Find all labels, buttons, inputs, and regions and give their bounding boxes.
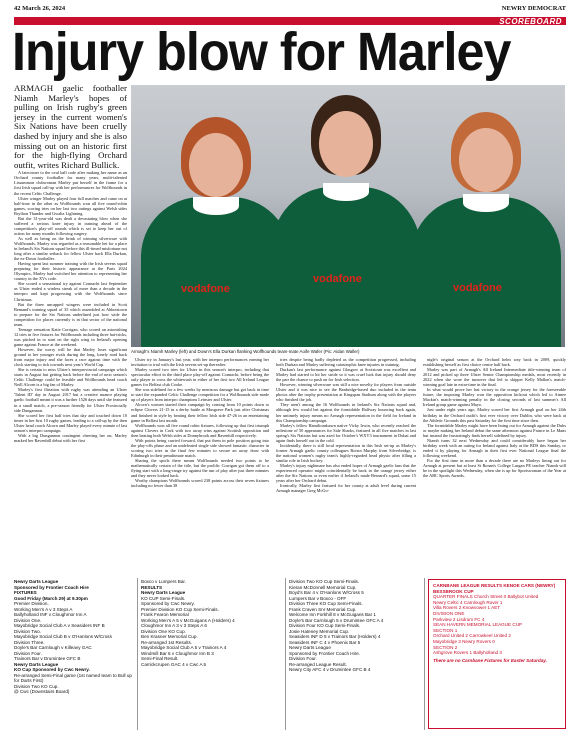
- fixture-line: Carrickcrupen GAC 4 v Cwc A 5: [141, 661, 207, 667]
- article-column-4: [423, 357, 566, 525]
- carnbane-line: Orchard United 2 Carrowkeel United 2: [433, 633, 511, 639]
- fixture-line: Boyd's Bar 4 v O'Hanlons W/Cross 5: [289, 590, 364, 595]
- article-paragraph: A latecomer to the oval ball code after making her name as an Orchard county footballer for many years, multi-talented Lissummon clubwoman Marley put herself in the frame for a first Irish squad call-up with her performances for Wolfhounds in the recent Celtic Challenge.: [14, 170, 127, 196]
- fixture-line: Division One KO Cup.: [141, 628, 186, 634]
- fixture-line: Newry Darts League: [14, 661, 59, 667]
- article-paragraph: In what would prove her last victory in the orange jersey for the foreseeable future, the imposing Marley won the opposition kickout which led to Aimee Mackin's match-winning penalty in the closing seconds of last summer's All Ireland group game against Mayo.: [423, 387, 566, 408]
- carnbane-line: Ashgrove Rovers 1 Ballyholland 3: [433, 650, 502, 656]
- player-middle: [271, 87, 421, 347]
- article-paragraph: Niamh turns 32 next Wednesday and could considerably have begun her birthday week with an outing for Ireland against Italy at the RDS this Sunday, or ended it by playing for Armagh in their first ever National League final the following weekend.: [423, 437, 566, 458]
- article-column-2: [131, 357, 269, 525]
- fixture-line: Doyle's Bar Carnlough 5 v Drumintee GFC A 4: [289, 617, 384, 623]
- carnbane-line: Newry Celtic 4 Carnlough Rover 1: [433, 599, 503, 605]
- article-paragraph: However, winning silverware was still a nice novelty for players from outside Ulster and it was nice to see the Banbridge-based duo included in the team photos after the trophy presentation at Kingspan Stadium along with the players who finished the job.: [276, 382, 416, 403]
- fixture-line: Division Four.: [14, 650, 42, 656]
- article-paragraph: Teenage sensation Katie Corrigan, who scored an astonishing 12 tries in five fixtures for Wolfhounds including three hat-tricks, was pitched in to start on the right wing in Ireland's opening game against France at the weekend.: [14, 326, 127, 347]
- article-paragraph: Incidentally, there is still local representation in this Irish set-up as Marley's former Armagh gaelic county colleagues Roisin Murphy from Silverbridge, is the national women's rugby team's highly-regarded head physio after filling a similar role in Irish hockey.: [276, 442, 416, 463]
- fixture-line: Newry City AFC 4 v Drumintee GFC B 4: [289, 667, 371, 672]
- jersey-logo: vodafone: [181, 283, 230, 295]
- article-paragraph: tries despite being badly depleted as the competition progressed, including both Durkan and Marley suffering catastrophic knee injuries in training.: [276, 357, 416, 368]
- fixture-line: Newry Darts League: [141, 590, 186, 595]
- carnbane-note: There are no Carnbane Fixtures for Easter Saturday.: [433, 657, 547, 663]
- fixture-line: Newry Darts League: [14, 579, 59, 584]
- fixture-line: Seasiders INF C 4 v Phoenix Bar 5: [289, 639, 361, 645]
- fixture-line: Sponsored by Cwc Newry.: [141, 601, 195, 606]
- carnbane-title: CARNBANE LEAGUE RESULTS KENOE CARS (NEWRY) BESSBROOK CUP: [433, 583, 556, 594]
- player-right: [411, 102, 561, 347]
- fixture-line: KO CUP Semi-Finals.: [141, 595, 186, 601]
- fixture-line: Lumpers Bar v Boxco - OFF: [289, 595, 347, 601]
- fixture-line: Sponsored by Frontier Coach Hire.: [289, 650, 360, 656]
- article-paragraph: Marley scored two tries for Ulster in this season's interpro, including that spectacular effort in the third place play-off against Connacht, before being the only player to cross the whitewash in either of her first two All Ireland League games for Belfast club Cooke.: [131, 367, 269, 388]
- article-paragraph: Having spent last summer training with the Irish sevens squad preparing for their historic appearance at the Paris 2024 Olympics, Marley had switched her attention to representing her country in the XVs code.: [14, 261, 127, 282]
- article-paragraph: Marley was part of Armagh's All Ireland Intermediate title-winning team of 2012 and picked up three Ulster Senior Championship medals, most recently in 2022 when she wore the turnover that led to skipper Kelly Mallon's match-winning goal late in extra-time in the final.: [423, 367, 566, 388]
- fixture-line: FIXTURES: [14, 590, 37, 595]
- fixture-line: Division One.: [14, 617, 42, 623]
- darts-fixtures: [14, 579, 136, 729]
- fixture-line: Trainors Bar v Drumintee GFC B: [14, 656, 81, 661]
- article-paragraph: Sharing the spoils there meant Wolfhounds needed two points to be mathematically certain of the title, but the prolific Corrigan got them off to a flying start with a long-range try against the run of play after just three minutes and they never looked back.: [131, 457, 269, 479]
- jersey-logo: vodafone: [313, 273, 362, 285]
- article-paragraph: However, the worry will be that Marley loses significant ground to her younger rivals during the long, lonely road back from major injury and she faces a race against time with the clock starting to tick towards next year's World Cup.: [14, 346, 127, 368]
- article-paragraph: Ulster winger Marley played four full matches and came on at half-time in the other as Wolfhounds won all five round-robin games, scoring tries on her last two outings against Welsh sides Brython Thunder and Gwalia Lightning.: [14, 195, 127, 216]
- fixture-line: Re-arranged Semi-Final game (1st named team to Bull up for Darts First): [14, 672, 132, 683]
- headline: Injury blow for Marley: [12, 22, 511, 82]
- fixture-line: Re-arranged 1st Results.: [141, 639, 193, 645]
- article-photo: [131, 85, 565, 347]
- fixture-line: Welcome Inn Forkhill 8 v McGuigans Bar 1: [289, 612, 376, 617]
- fixture-line: Ballyholland INF v Cloughmor Inn A: [14, 612, 87, 617]
- article-paragraph: With points being carried forward, that put them in pole position going into the play-offs phase and an undefeated single side showed fantastic character in scoring two tries in the final few minutes to secure an away draw with Edinburgh in their penultimate match.: [131, 437, 269, 458]
- fixture-line: Boxco v Lumpers Bar.: [141, 579, 186, 584]
- fixture-line: Premier Division.: [14, 601, 49, 606]
- page-header: [14, 5, 566, 15]
- fixture-line: RESULTS: [141, 584, 163, 590]
- fixture-line: Working Men's A 5 v McGuigans A (Holders) 4: [141, 617, 235, 623]
- fixture-line: Cloughmor Inn A 3 v 3 Steps A 6: [141, 623, 207, 628]
- carnbane-qf: QUARTER FINALS Church Street 0 Ballybot United: [433, 594, 539, 600]
- fixture-line: Mayobridge Social Club A v Seasiders INF B: [14, 623, 105, 628]
- article-paragraph: Marley's first flirtation with rugby was attending an Ulster 'Talent ID' day in August 2017 but a creative nuance playing gaelic football meant it was a further 1526 days until she featured in a small match, a pre-season friendly for Ulster Provincially side Dungannon.: [14, 387, 127, 413]
- article-paragraph: But the three uncapped wingers were included in Scott Bemand's training squad of 35 which assembled at Abbotstown to prepare for the Six Nations underlined just how wide the competition for places currently is in that sector of the national team.: [14, 301, 127, 327]
- article-paragraph: With a big Dungannon contingent cheering her on, Marley marked her Ravenhill debut with her first: [14, 432, 127, 443]
- section-label: SCOREBOARD: [499, 16, 562, 26]
- article-paragraph: The formidable Marley might have been lining out for Armagh against the Dubs or maybe making her Ireland debut the same afternoon against France in Le Mans but instead the frustratingly finds herself sidelined by injury.: [423, 422, 566, 438]
- fixture-line: Mayobridge Social Club A 5 v Trainors A 4: [141, 645, 227, 650]
- fixture-line: KO Cup Sponsored by Cwc Newry.: [14, 667, 90, 672]
- fixture-line: Division Two KO Cup.: [14, 683, 59, 689]
- carnbane-line: SECTION 2: [433, 644, 458, 650]
- photo-caption: Armagh's Niamh Marley (left) and Down's Ella Durkan flanking Wolfhounds team-mate Aoife Wafer (Pic: Aidan Waller): [131, 349, 360, 354]
- article-paragraph: Alcorn's women started their campaign by coming from 10 points down to eclipse Clovers 21-15 in a derby battle at Musgrave Park just after Christmas and finished in style by beating their fellow Irish side 47-26 in an entertaining game in Belfast last month.: [131, 402, 269, 423]
- article-paragraph: Marley's fellow Hamiltonsbawn native Vicky Irwin, who recently reached the milestone of 50 appearances for Sale Sharks, featured in all five matches in last spring's Six Nations but was axed for October's WXV3 tournament in Dubai and again finds herself out in the cold.: [276, 422, 416, 443]
- paper-name: NEWRY DEMOCRAT: [501, 5, 566, 12]
- fixture-line: Division Two KO Cup Semi-Finals.: [289, 579, 360, 584]
- fixture-line: Doyle's Bar Carnlough v Killeavy GAC: [14, 645, 92, 650]
- fixture-line: Division Two.: [14, 628, 41, 634]
- article-paragraph: Just under eight years ago, Marley scored her first Armagh goal on her 24th birthday in the Orchard outfit's first ever victory over Dublin, who were back at the Athletic Grounds this past Saturday for the first time since then.: [423, 407, 566, 423]
- fixture-line: Re-arranged League Result.: [289, 661, 347, 667]
- fixture-line: Frank Craven Snr Memorial Cup.: [289, 606, 357, 612]
- carnbane-line: Villa Rovers 2 Knowvower 1 AET: [433, 605, 501, 611]
- fixture-line: Windmill Bar 6 v Cloughmor Inn B 3: [141, 650, 214, 656]
- carnbane-line: SECTION 1: [433, 627, 458, 633]
- article-paragraph: Worthy champions Wolfhounds scored 238 points across their seven fixtures including no fewer than 38: [131, 478, 269, 489]
- fixture-line: Premier Division KO Cup Semi-Finals.: [141, 606, 219, 612]
- article-paragraph: She is certain to miss Ulster's interprovincial campaign which starts in August but getting back before the end of next season's Celtic Challenge could be feasible and Wolfhounds head coach Neill Alcorn is a big fan of Marley.: [14, 367, 127, 388]
- article-paragraph: Ulster try in January's last year, with her interpro performances earning her invitation to trial with the Irish sevens set-up thereafter.: [131, 357, 269, 368]
- carnbane-line: Mayobridge 3 Newry Rovers 0: [433, 638, 495, 644]
- article-paragraph: Ironically, Marley first featured for her county at adult level during current Armagh manager Greg McGo-: [276, 483, 416, 494]
- article-column-3: [276, 357, 416, 525]
- fixture-line: Mayobridge Social Club B v O'Hanlons W/Cross: [14, 634, 112, 639]
- article-paragraph: She scored her first half tries that day and touched down 10 times in her first 10 rugby games, leading to a call-up by the then Ulster head coach Alcorn and Marley played every minute of last season's interpro campaign.: [14, 412, 127, 433]
- fixture-line: Division Three KO Cup Semi-Finals.: [289, 601, 363, 606]
- fixture-line: Frank Fearon Memorial: [141, 612, 189, 617]
- article-paragraph: Durkan's last performance against Glasgow at Scotstoun was excellent and Marley had started to hit her stride so it was cruel luck that injury should deny the pair the chance to push on for Irish selection.: [276, 367, 416, 383]
- article-paragraph: But the 31-year-old was dealt a devastating blow when she suffered a serious knee injury in training ahead of the competition's play-off rounds which is set to keep her out of action for many months following surgery.: [14, 215, 127, 236]
- fixture-line: Newry Darts League: [289, 645, 331, 650]
- fixture-line: Seasiders INF D 5 v Trainors Bar (Holders) 4: [289, 634, 381, 639]
- article-paragraph: nigle's original season at the Orchard helm way back in 2009, quickly establishing herself as first choice centre half back.: [423, 357, 566, 368]
- fixture-line: Sponsored by Frontier Coach Hire: [14, 584, 89, 590]
- article-paragraph: As well as being on the brink of winning silverware with Wolfhounds, Marley was regarded as a reasonable bet for a place in Ireland's Six Nations squad before this ill-timed misfortune not long after a similar setback for fellow Ulster back Ella Durkan, the ex-Down footballer.: [14, 235, 127, 262]
- carnbane-line: SEAN HAVERN MEMORIAL LEAGUE CUP: [433, 622, 523, 628]
- fixture-line: Ben Krasner Memorial Cup.: [141, 634, 198, 639]
- fixture-line: Semi-Final Result.: [141, 656, 179, 661]
- article-paragraph: She was sidelined for a few weeks by meniscus damage but got back in time to start the expanded Celtic Challenge competition for a Wolfhounds side made up of players from interpro champions Leinster and Ulster.: [131, 387, 269, 403]
- fixture-line: Division Four.: [289, 656, 317, 661]
- fixture-line: Working Men's A v 3 Steps A: [14, 606, 73, 612]
- fixture-line: @ Cwc (Downstairs Board): [14, 689, 70, 694]
- darts-results-cont: [289, 579, 422, 729]
- fixture-line: Division Four KO Cup Semi-Finals.: [289, 623, 361, 628]
- article-column-1: [14, 84, 127, 526]
- article-paragraph: ARMAGH gaelic footballer Niamh Marley's hopes of pulling on Irish rugby's green jersey in the current women's Six Nations have been cruelly dashed by injury and she is also missing out on an historic first for the high-flying Orchard outfit, writes Richard Bullick.: [14, 84, 127, 170]
- carnbane-line: Parkview 2 Lisdrum FC 4: [433, 616, 485, 622]
- fixture-line: Good Friday (March 29) at 9.30pm: [14, 595, 88, 601]
- article-paragraph: Marley's injury nightmare has also ended hopes of Armagh gaelic fans that the experienced operator might coincidentally be back in the orange jersey either after the Six Nations or even earlier if Ireland's made Bernard's squad, some 15 years after her Orchard debut.: [276, 462, 416, 484]
- player-left: [141, 107, 291, 347]
- article-paragraph: She scored a sensational try against Connacht last September as Ulster ended a winless streak of more than a decade in the interpro and kept progressing with the Wolfhounds since Christmas.: [14, 281, 127, 302]
- article-paragraph: They aren't among the 16 Wolfhounds in Ireland's Six Nations squad and, although few would bet against the formidable Halfway bouncing back again, her untimely injury means no Armagh representation in the field for Ireland in this Championship campaign.: [276, 402, 416, 423]
- carnbane-line: DIVISION ONE: [433, 610, 465, 616]
- page-date: 42 March 26, 2024: [14, 5, 66, 12]
- fixture-line: Kieran McDonnell Memorial Cup.: [289, 584, 357, 590]
- fixture-line: Division Three.: [14, 639, 45, 645]
- article-paragraph: Wolfhounds won all five round robin fixtures, following up that first triumph against Clovers in Cork with two away wins against Scottish opposition and then beating both Welsh sides at Donnybrook and Ravenhill respectively.: [131, 422, 269, 438]
- jersey-logo: vodafone: [453, 282, 502, 294]
- article-paragraph: For the first time in more than a decade there are no Marleys lining out for Armagh at present but at least St Ronan's College Lurgan PE teacher Niamh will be in the spotlight this Wednesday, when she is up for Sportswoman of the Year at the ABC Sports Awards.: [423, 457, 566, 479]
- carnbane-results-box: [428, 579, 566, 729]
- darts-results: [141, 579, 281, 729]
- fixture-line: Josie Hateney Memorial Cup.: [289, 628, 350, 634]
